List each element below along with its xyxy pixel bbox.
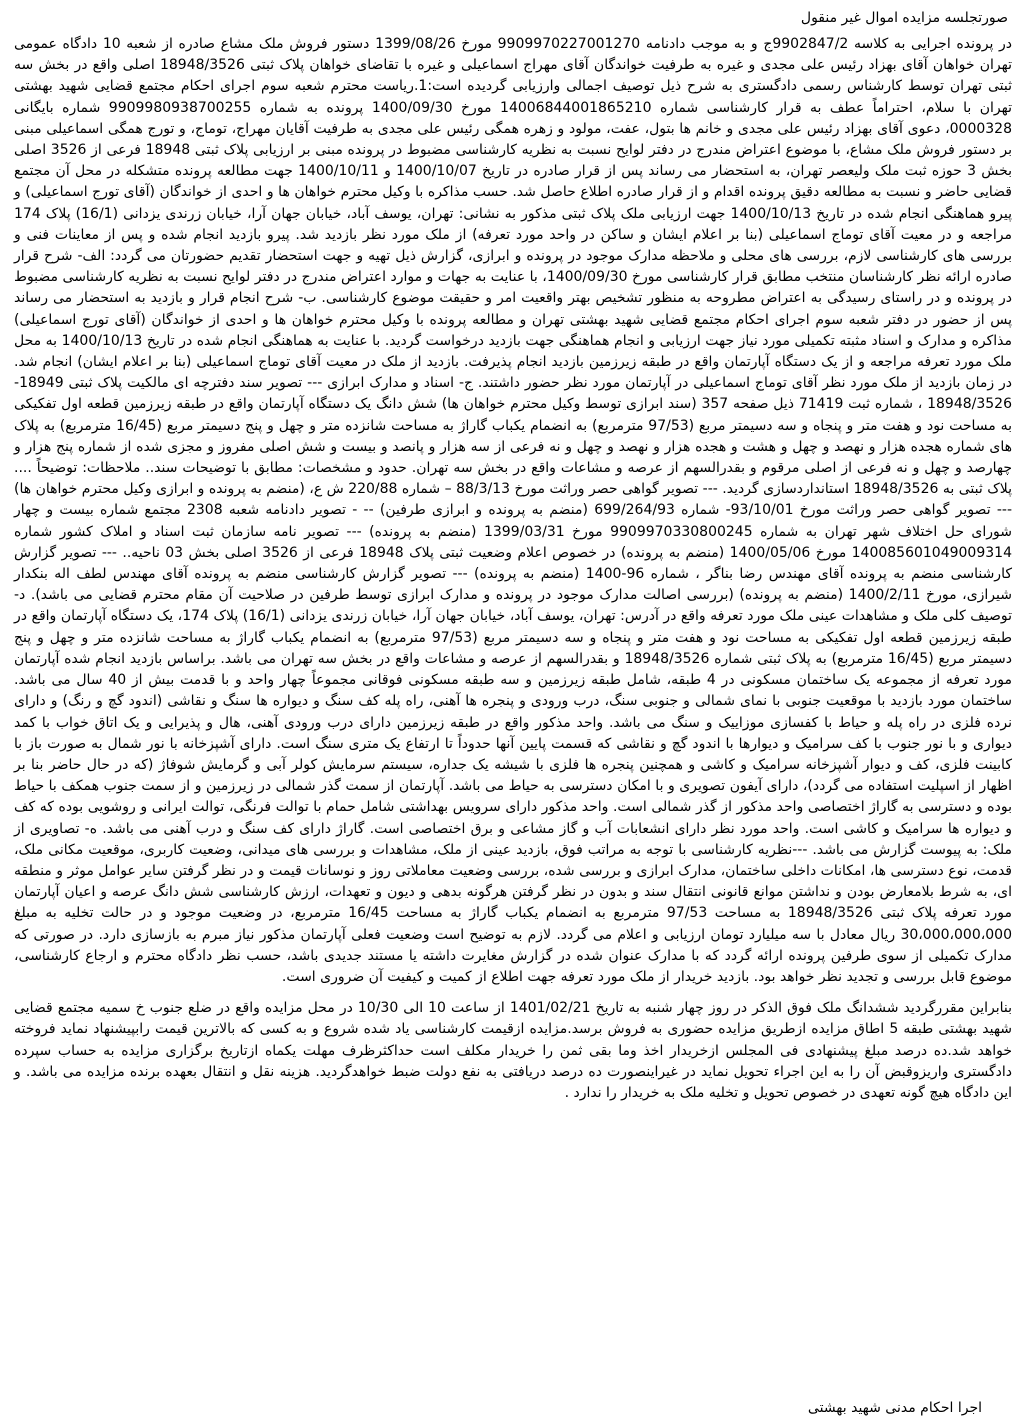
- document-title: صورتجلسه مزایده اموال غیر منقول: [800, 10, 1008, 26]
- document-page: [14, 6, 1012, 1419]
- auction-terms-paragraph: بنابراین مقررگردید ششدانگ ملک فوق الذکر در روز چهار شنبه به تاریخ 1401/02/21 از ساعت 10 الی 10/30 در محل مزایده واقع در ضلع جنوب خ سمیه مجتمع قضایی شهید بهشتی طبقه 5 اطاق مزایده ازطریق مزایده حضوری به فروش برسد.مزایده ازقیمت کارشناسی یاد شده شروع و به کسی که بالاترین قیمت رابپیشنهاد نماید فروخته خواهد شد.ده درصد مبلغ پیشنهادی فی المجلس ازخریدار اخذ وما بقی ثمن را خریدار مکلف است حداکثرظرف مهلت یکماه ازتاریخ برگزاری مزایده به حساب سپرده دادگستری واریزوقبض آن را به این اجراء تحویل نماید در غیراینصورت ده درصد دریافتی به نفع دولت ضبط خواهدگردید. هزینه نقل و انتقال بعهده برنده مزایده می باشد. و این دادگاه هیچ گونه تعهدی در خصوص تحویل و تخلیه ملک به خریدار را ندارد .: [14, 1000, 1012, 1101]
- signature-line: اجرا احکام مدنی شهید بهشتی: [807, 1400, 982, 1416]
- expert-report-paragraph: در پرونده اجرایی به کلاسه 9902847/2ج و به موجب دادنامه 9909970227001270 مورخ 1399/08/26 دستور فروش ملک مشاع صادره از شعبه 10 دادگاه عمومی تهران خواهان آقای بهزاد رئیس علی مجدی و غیره به طرفیت خواندگان آقای مهراج اسماعیلی و غیره با تقاضای خواهان پلاک ثبتی 18948/3526 اصلی واقع در بخش سه ثبتی تهران توسط کارشناس رسمی دادگستری به شرح ذیل توصیف اجمالی وارزیابی گردیده است:1.ریاست محترم شعبه سوم اجرای احکام مجتمع قضایی شهید بهشتی تهران با سلام، احتراماً عطف به قرار کارشناسی شماره 14006844001865210 مورخ 1400/09/30 پرونده به شماره 9909980938700255 شماره بایگانی 0000328، دعوی آقای بهزاد رئیس علی مجدی و خانم ها بتول، عفت، مولود و زهره همگی رئیس علی مجدی به طرفیت آقایان مهراج، توماج، و تورج همگی اسماعیلی مبنی بر دستور فروش ملک مشاع، با موضوع اعتراض مندرج در دفتر لوایح نسبت به نظریه کارشناسی مضبوط در پرونده مبنی بر ارزیابی پلاک ثبتی 18948 فرعی از 3526 اصلی بخش 3 حوزه ثبت ملک ولیعصر تهران، به استحضار می رساند پس از قرار صادره در تاریخ 1400/10/07 و 1400/10/11 جهت مطالعه پرونده متشکله در محل آن مجتمع قضایی حاضر و نسبت به مطالعه دقیق پرونده اقدام و از قرار صادره اطلاع حاصل شد. حسب مذاکره با وکیل محترم خواهان ها و احدی از خواندگان (آقای تورج اسماعیلی) و پیرو هماهنگی انجام شده در تاریخ 1400/10/13 جهت ارزیابی ملک پلاک ثبتی مذکور به نشانی: تهران، یوسف آباد، خیابان جهان آرا، خیابان زرندی یزدانی (16/1) پلاک 174 مراجعه و در معیت آقای توماج اسماعیلی (بنا بر اعلام ایشان و ساکن در واحد مورد تعرفه) از ملک مورد نظر بازدید شد. پیرو بازدید انجام شده و پس از معاینات فنی و بررسی های کارشناسی لازم، بررسی های محلی و ملاحظه مدارک موجود در پرونده و ابرازی، گزارش ذیل تهیه و جهت استحضار تقدیم حضورتان می گردد: الف- شرح قرار صادره ارائه نظر کارشناسان منتخب مطابق قرار کارشناسی مورخ 1400/09/30، با عنایت به جهات و موارد اعتراض مندرج در دفتر لوایح نسبت به نظریه کارشناسی مضبوط در پرونده و در راستای رسیدگی به اعتراض مطروحه به منظور تشخیص بهتر واقعیت امر و حقیقت موضوع کارشناسی. ب- شرح انجام قرار و بازدید به استحضار می رساند پس از حضور در دفتر شعبه سوم اجرای احکام مجتمع قضایی شهید بهشتی تهران و مطالعه پرونده با وکیل محترم خواهان ها و احدی از خواندگان (آقای تورج اسماعیلی) مذاکره و مدارک و اسناد مثبته تکمیلی مورد نیاز جهت ارزیابی و انجام هماهنگی جهت بازدید درخواست گردید. با عنایت به هماهنگی انجام شده در تاریخ 1400/10/13 به محل ملک مورد تعرفه مراجعه و از یک دستگاه آپارتمان واقع در طبقه زیرزمین بازدید انجام پذیرفت. بازدید از ملک در معیت آقای توماج اسماعیلی (بنا بر اعلام ایشان) انجام شد. در زمان بازدید از ملک مورد نظر آقای توماج اسماعیلی در آپارتمان مورد نظر حضور داشتند. ج- اسناد و مدارک ابرازی --- تصویر سند دفترچه ای مالکیت پلاک ثبتی 18949-18948/3526 ، شماره ثبت 71419 ذیل صفحه 357 (سند ابرازی توسط وکیل محترم خواهان ها) شش دانگ یک دستگاه آپارتمان واقع در طبقه زیرزمین قطعه اول تفکیکی به مساحت نود و هفت متر و پنجاه و سه دسیمتر مربع (97/53 مترمربع) به انضمام یکباب گاراژ به مساحت شانزده متر و چهل و پنج دسیمتر مربع (16/45 مترمربع) به پلاک های شماره هجده هزار و نهصد و چهل و هشت و هجده هزار و نهصد و چهل و نه فرعی از سه هزار و پانصد و بیست و شش اصلی مفروز و مجزی شده از شماره پنج هزار و چهارصد و چهل و نه فرعی از اصلی مرقوم و بقدرالسهم از عرصه و مشاعات واقع در بخش سه تهران. حدود و مشخصات: مطابق با توضیحات سند.. ملاحظات: توضیحاً .... پلاک ثبتی به 18948/3526 استانداردسازی گردید. --- تصویر گواهی حصر وراثت مورخ 88/3/13 – شماره 220/88 ش ع، (منضم به پرونده و ابرازی وکیل محترم خواهان ها) --- تصویر گواهی حصر وراثت مورخ 93/10/01- شماره 699/264/93 (منضم به پرونده و ابرازی طرفین) -- - تصویر دادنامه شعبه 2308 مجتمع شماره بیست و چهار شورای حل اختلاف شهر تهران به شماره 9909970330800245 مورخ 1399/03/31 (منضم به پرونده) --- تصویر نامه سازمان ثبت اسناد و املاک کشور شماره 14008560104900931​4 مورخ 1400/05/06 (منضم به پرونده) در خصوص اعلام وضعیت ثبتی پلاک 18948 فرعی از 3526 اصلی بخش 03 ناحیه.. --- تصویر گزارش کارشناسی منضم به پرونده آقای مهندس رضا بناگر ، شماره 96-1400 (منضم به پرونده) --- تصویر گزارش کارشناسی منضم به پرونده آقای مهندس لطف اله بنکدار شیرازی، مورخ 1400/2/11 (منضم به پرونده) (بررسی اصالت مدارک موجود در پرونده و مدارک ابرازی توسط طرفین در صلاحیت آن مقام محترم قضایی می باشد). د- توصیف کلی ملک و مشاهدات عینی ملک مورد تعرفه واقع در آدرس: تهران، یوسف آباد، خیابان جهان آرا، خیابان زرندی یزدانی (16/1) پلاک 174، یک دستگاه آپارتمان واقع در طبقه زیرزمین قطعه اول تفکیکی به مساحت نود و هفت متر و پنجاه و سه دسیمتر مربع (97/53 مترمربع) به انضمام یکباب گاراژ به مساحت شانزده متر و چهل و پنج دسیمتر مربع (16/45 مترمربع) به پلاک ثبتی شماره 18948/3526 و بقدرالسهم از عرصه و مشاعات واقع در بخش سه تهران می باشد. براساس بازدید انجام شده آپارتمان مورد تعرفه از مجموعه یک ساختمان مسکونی در 4 طبقه، شامل طبقه زیرزمین و سه طبقه مسکونی فوقانی مجموعاً چهار واحد و با قدمت بیش از 40 سال می باشد. ساختمان مورد بازدید با موقعیت جنوبی با نمای شمالی و جنوبی سنگ، درب ورودی و پنجره ها آهنی، راه پله کف سنگ و دیواره ها سنگ و نقاشی (اندود گچ و رنگ) و دارای نرده فلزی در راه پله و حیاط با کفسازی موزاییک و سنگ می باشد. واحد مذکور واقع در طبقه زیرزمین دارای درب ورودی آهنی، هال و پذیرایی و یک اتاق خواب با کمد دیواری و با نور جنوب با کف سرامیک و دیوارها با اندود گچ و نقاشی که قسمت پایین آنها حدوداً تا ارتفاع یک متری سنگ است. دارای آشپزخانه با نور شمال به صورت باز با کابینت فلزی، کف و دیوار آشپزخانه سرامیک و کاشی و همچنین پنجره ها فلزی با شیشه یک جداره، سیستم سرمایش کولر آبی و گرمایش شوفاژ (که در حال حاضر بنا بر اظهار از اسپلیت استفاده می گردد)، دارای آیفون تصویری و با امکان دسترسی به حیاط می باشد. آپارتمان از سمت گذر شمالی در زیرزمین و از سمت جنوب همکف با حیاط بوده و دسترسی به گاراژ اختصاصی واحد مذکور از گذر شمالی است. واحد مذکور دارای سرویس بهداشتی شامل حمام با توالت فرنگی، توالت ایرانی و روشویی بوده که کف و دیواره ها سرامیک و کاشی است. واحد مورد نظر دارای انشعابات آب و گاز مشاعی و برق اختصاصی است. گاراژ دارای کف سنگ و درب آهنی می باشد. ه- تصاویری از ملک: به پیوست گزارش می باشد. ---نظریه کارشناسی با توجه به مراتب فوق، بازدید عینی از ملک، مشاهدات و بررسی های میدانی، وضعیت کاربری، موقعیت مکانی ملک، قدمت، نوع دسترسی ها، امکانات داخلی ساختمان، مدارک ابرازی و بررسی شده، بررسی وضعیت معاملاتی روز و نوسانات قیمت و در نظر گرفتن سایر عوامل موثر و منطقه ای، به شرط بلامعارض بودن و نداشتن موانع قانونی انتقال سند و بدون در نظر گرفتن هرگونه بدهی و دیون و تعهدات، ارزش کارشناسی شش دانگ عرصه و اعیان آپارتمان مورد تعرفه پلاک ثبتی 18948/3526 به مساحت 97/53 مترمربع به انضمام یکباب گاراژ به مساحت 16/45 مترمربع، در وضعیت موجود و در حالت تخلیه به مبلغ 30،000،000،000 ریال معادل با سه میلیارد تومان ارزیابی و اعلام می گردد. لازم به توضیح است وضعیت فعلی آپارتمان مذکور نیاز مبرم به بازسازی دارد. در صورتی که مدارک تکمیلی از سوی طرفین پرونده ارائه گردد که با مدارک عنوان شده در گزارش مغایرت داشته یا مستند جدیدی باشد، حسب نظر دادگاه محترم و ارجاع کارشناسی، موضوع قابل بررسی و تجدید نظر خواهد بود. بازدید خریدار از ملک مورد تعرفه جهت اطلاع از کمیت و کیفیت آن ضروری است.: [14, 36, 1013, 985]
